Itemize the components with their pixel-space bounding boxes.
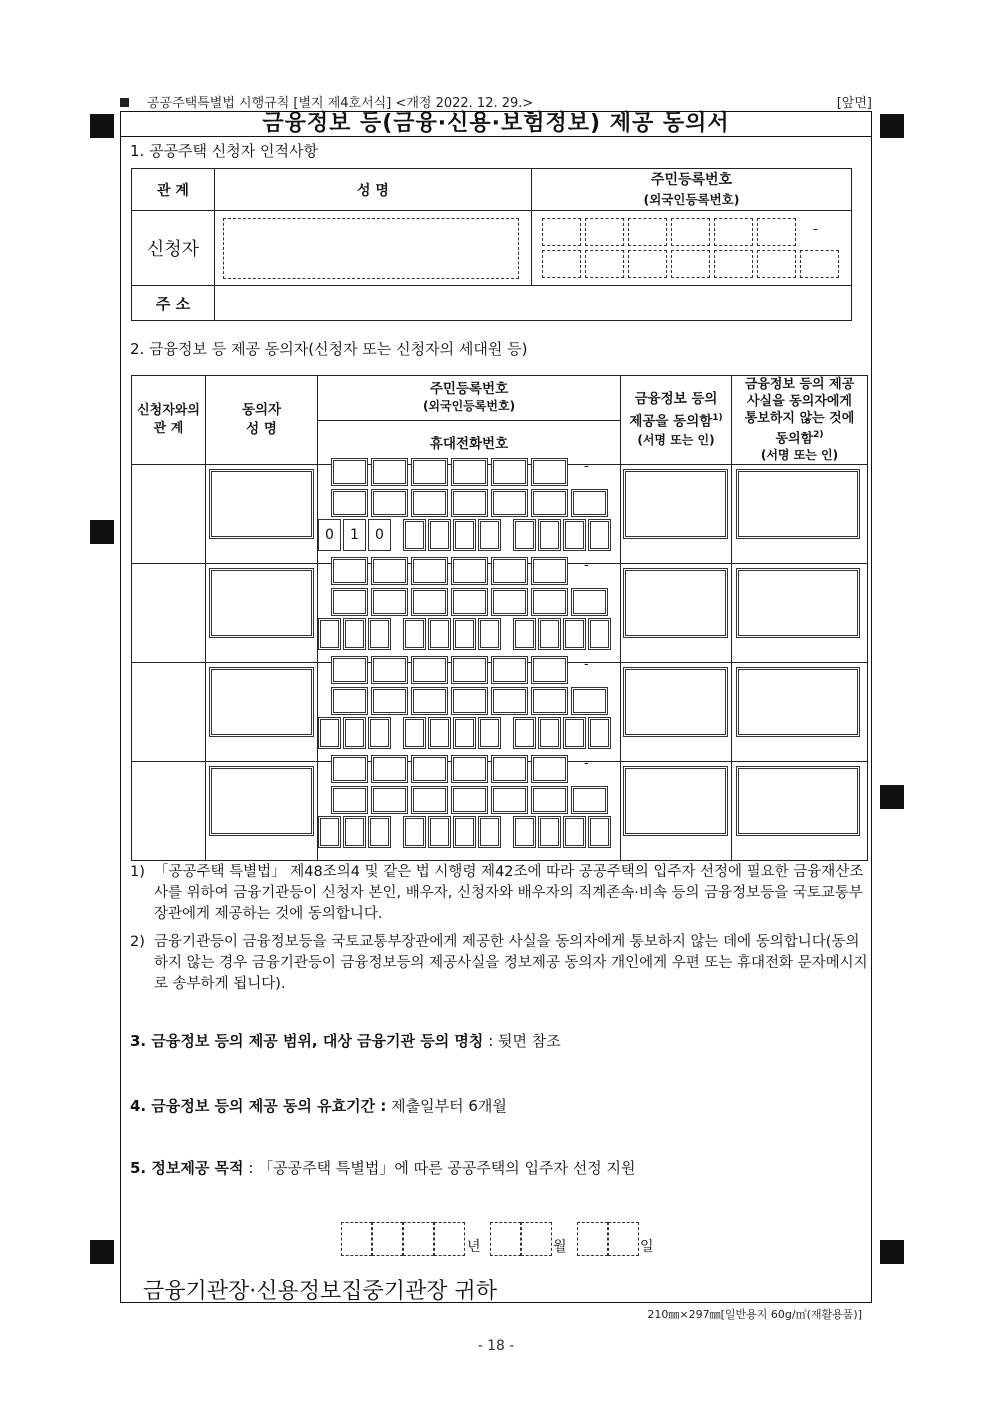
phone-digit-box[interactable] — [478, 816, 501, 848]
section3-label: 3. 금융정보 등의 제공 범위, 대상 금융기관 등의 명칭 — [130, 1032, 484, 1050]
phone-digit-box[interactable] — [478, 519, 501, 551]
id-digit-box[interactable] — [331, 588, 368, 616]
phone-digit-box[interactable] — [343, 519, 366, 551]
col-consent1-sign: (서명 또는 인) — [637, 433, 715, 448]
section4-value: 제출일부터 6개월 — [391, 1097, 507, 1115]
phone-digit-box[interactable] — [588, 618, 611, 650]
month-label: 월 — [553, 1239, 567, 1255]
phone-prefix-digit: 0 — [325, 527, 334, 543]
consenter-name-input[interactable] — [209, 766, 314, 836]
registration-mark-top-left — [90, 114, 114, 138]
col-id-sublabel: (외국인등록번호) — [643, 191, 740, 207]
consent2-signature-box[interactable] — [736, 568, 860, 638]
phone-digit-box[interactable] — [453, 618, 476, 650]
phone-digit-box[interactable] — [538, 717, 561, 749]
phone-digit-box[interactable] — [318, 816, 341, 848]
relation-cell[interactable] — [132, 663, 206, 762]
phone-digit-box[interactable] — [513, 717, 536, 749]
id-digit-box[interactable] — [585, 250, 624, 278]
footnote-2-text: 금융기관등이 금융정보등을 국토교통부장관에게 제공한 사실을 동의자에게 통보하지 않는 데에 동의합니다(동의하지 않는 경우 금융기관등이 금융정보등의 제공사실을 정보제공 동의자 개인에게 우편 또는 휴대전화 문자메시지로 송부하게 됩니다). — [154, 934, 868, 992]
footnote-2 — [130, 932, 870, 995]
id-digit-box[interactable] — [531, 687, 568, 715]
form-reference-text: 공공주택특별법 시행규칙 [별지 제4호서식] <개정 2022. 12. 29.> — [147, 96, 534, 111]
id-digit-box[interactable] — [451, 656, 488, 684]
paper-spec: 210㎜×297㎜[일반용지 60g/㎡(재활용품)] — [647, 1308, 862, 1321]
phone-digit-box[interactable] — [563, 618, 586, 650]
form-title: 금융정보 등(금융·신용·보험정보) 제공 동의서 — [262, 111, 730, 136]
id-digit-box[interactable] — [411, 588, 448, 616]
phone-digit-box[interactable] — [478, 717, 501, 749]
phone-digit-box[interactable] — [403, 519, 426, 551]
section5-label: 5. 정보제공 목적 — [130, 1159, 244, 1177]
id-digit-box[interactable] — [571, 687, 608, 715]
id-digit-box[interactable] — [491, 755, 528, 783]
id-dash: - — [584, 558, 589, 573]
phone-digit-box[interactable] — [538, 519, 561, 551]
id-digit-box[interactable] — [331, 656, 368, 684]
phone-digit-box[interactable] — [588, 816, 611, 848]
id-digit-box[interactable] — [331, 755, 368, 783]
relation-cell[interactable] — [132, 564, 206, 663]
section2-heading: 2. 금융정보 등 제공 동의자(신청자 또는 신청자의 세대원 등) — [130, 340, 528, 358]
consenter-name-input[interactable] — [209, 469, 314, 539]
id-digit-box[interactable] — [451, 687, 488, 715]
phone-digit-box[interactable] — [513, 816, 536, 848]
phone-digit-box[interactable] — [453, 519, 476, 551]
id-digit-box[interactable] — [531, 588, 568, 616]
section5 — [130, 1157, 636, 1178]
section5-value: : 「공공주택 특별법」에 따른 공공주택의 입주자 선정 지원 — [248, 1159, 636, 1177]
consent1-signature-box[interactable] — [623, 568, 728, 638]
id-digit-box[interactable] — [491, 588, 528, 616]
phone-digit-box[interactable] — [478, 618, 501, 650]
phone-digit-box[interactable] — [403, 717, 426, 749]
id-digit-box[interactable] — [531, 489, 568, 517]
phone-digit-box[interactable] — [343, 816, 366, 848]
phone-digit-box[interactable] — [368, 816, 391, 848]
day-digit-box[interactable] — [608, 1222, 639, 1256]
id-digit-box[interactable] — [451, 557, 488, 585]
phone-digit-box[interactable] — [538, 618, 561, 650]
footnote-1-num: 1) — [130, 864, 145, 880]
day-digit-box[interactable] — [577, 1222, 608, 1256]
applicant-name-input[interactable] — [223, 218, 519, 279]
phone-digit-box[interactable] — [428, 519, 451, 551]
id-digit-box[interactable] — [411, 687, 448, 715]
col-id-label: 주민등록번호 — [650, 171, 733, 188]
id-digit-box[interactable] — [411, 489, 448, 517]
id-digit-box[interactable] — [371, 588, 408, 616]
id-digit-box[interactable] — [371, 687, 408, 715]
consent2-signature-box[interactable] — [736, 766, 860, 836]
row-address-label: 주 소 — [132, 286, 215, 321]
col-consent2 — [732, 376, 868, 465]
col-consent2-sign: (서명 또는 인) — [760, 448, 839, 463]
title-bar — [120, 111, 872, 137]
section4 — [130, 1095, 507, 1116]
id-digit-box[interactable] — [491, 687, 528, 715]
col-consenter: 동의자 성 명 — [206, 376, 318, 465]
id-digit-box[interactable] — [531, 557, 568, 585]
phone-prefix-digit: 1 — [350, 527, 359, 543]
col-relation2: 신청자와의 관 계 — [132, 376, 206, 465]
id-digit-box[interactable] — [331, 489, 368, 517]
id-digit-box[interactable] — [542, 218, 581, 246]
phone-digit-box[interactable] — [563, 816, 586, 848]
phone-digit-box[interactable] — [343, 717, 366, 749]
id-digit-box[interactable] — [628, 250, 667, 278]
id-digit-box[interactable] — [371, 656, 408, 684]
relation-cell[interactable] — [132, 465, 206, 564]
id-digit-box[interactable] — [542, 250, 581, 278]
section1-heading: 1. 공공주택 신청자 인적사항 — [130, 142, 319, 160]
phone-digit-box[interactable] — [588, 717, 611, 749]
year-digit-box[interactable] — [341, 1222, 372, 1256]
consenter-name-input[interactable] — [209, 667, 314, 737]
id-digit-box[interactable] — [331, 786, 368, 814]
phone-digit-box[interactable] — [563, 717, 586, 749]
footnote-1-text: 「공공주택 특별법」 제48조의4 및 같은 법 시행령 제42조에 따라 공공주택의 입주자 선정에 필요한 금융재산조사를 위하여 금융기관등이 신청자 본인, 배우자, 신청자와 배우자의 직계존속·비속 등의 금융정보등을 국토교통부장관에게 제공하는 것에 동의합니다. — [154, 864, 864, 922]
registration-mark-mid-left — [90, 520, 114, 544]
id-digit-box[interactable] — [671, 218, 710, 246]
section4-label: 4. 금융정보 등의 제공 동의 유효기간 : — [130, 1097, 387, 1115]
id-digit-box[interactable] — [757, 218, 796, 246]
id-digit-box[interactable] — [411, 458, 448, 486]
phone-digit-box[interactable] — [318, 519, 341, 551]
footnote-1 — [130, 862, 870, 925]
id-dash: - — [584, 657, 589, 672]
year-digit-box[interactable] — [434, 1222, 465, 1256]
id-digit-box[interactable] — [531, 755, 568, 783]
id-digit-box[interactable] — [491, 489, 528, 517]
id-digit-box[interactable] — [571, 489, 608, 517]
id-digit-box[interactable] — [411, 786, 448, 814]
phone-digit-box[interactable] — [453, 717, 476, 749]
phone-digit-box[interactable] — [428, 717, 451, 749]
page-side-label: [앞면] — [836, 96, 872, 111]
consent1-signature-box[interactable] — [623, 766, 728, 836]
row-applicant-label: 신청자 — [132, 211, 215, 286]
id-digit-box[interactable] — [571, 588, 608, 616]
footnote-ref-1: 1) — [712, 412, 723, 423]
consent1-signature-box[interactable] — [623, 469, 728, 539]
phone-digit-box[interactable] — [403, 816, 426, 848]
consent1-signature-box[interactable] — [623, 667, 728, 737]
id-digit-box[interactable] — [714, 250, 753, 278]
id-dash: - — [813, 222, 818, 237]
col-consent1 — [621, 376, 732, 465]
id-digit-box[interactable] — [491, 557, 528, 585]
id-digit-box[interactable] — [411, 557, 448, 585]
phone-digit-box[interactable] — [318, 618, 341, 650]
addressee-name: 금융기관장·신용정보집중기관장 — [143, 1279, 448, 1304]
consenter-name-input[interactable] — [209, 568, 314, 638]
phone-digit-box[interactable] — [428, 816, 451, 848]
id-digit-box[interactable] — [331, 687, 368, 715]
registration-mark-top-right — [880, 114, 904, 138]
addressee — [143, 1274, 497, 1305]
id-digit-box[interactable] — [571, 786, 608, 814]
col-consent1-label: 금융정보 등의 제공을 동의함 — [629, 390, 718, 430]
year-digit-box[interactable] — [372, 1222, 403, 1256]
col-relation: 관 계 — [132, 169, 215, 211]
id-digit-box[interactable] — [531, 458, 568, 486]
year-digit-box[interactable] — [403, 1222, 434, 1256]
id-digit-box[interactable] — [491, 656, 528, 684]
form-reference — [120, 92, 533, 111]
col-id2-label: 주민등록번호 — [429, 380, 509, 397]
consent2-signature-box[interactable] — [736, 469, 860, 539]
phone-digit-box[interactable] — [513, 519, 536, 551]
id-digit-box[interactable] — [757, 250, 796, 278]
col-id — [532, 169, 852, 211]
id-digit-box[interactable] — [451, 588, 488, 616]
month-digit-box[interactable] — [490, 1222, 521, 1256]
col-name: 성 명 — [215, 169, 532, 211]
id-digit-box[interactable] — [331, 458, 368, 486]
phone-digit-box[interactable] — [403, 618, 426, 650]
id-digit-box[interactable] — [491, 458, 528, 486]
day-label: 일 — [640, 1239, 654, 1255]
registration-mark-bottom-right — [880, 1240, 904, 1264]
id-digit-box[interactable] — [531, 656, 568, 684]
phone-digit-box[interactable] — [368, 519, 391, 551]
col-phone: 휴대전화번호 — [318, 420, 621, 465]
id-digit-box[interactable] — [371, 458, 408, 486]
id-digit-box[interactable] — [585, 218, 624, 246]
id-digit-box[interactable] — [451, 489, 488, 517]
id-dash: - — [584, 756, 589, 771]
phone-digit-box[interactable] — [453, 816, 476, 848]
col-consent2-label: 금융정보 등의 제공 사실을 동의자에게 통보하지 않는 것에 동의함 — [744, 377, 855, 447]
registration-mark-mid-right — [880, 785, 904, 809]
footnote-2-num: 2) — [130, 934, 145, 950]
phone-digit-box[interactable] — [563, 519, 586, 551]
phone-digit-box[interactable] — [588, 519, 611, 551]
year-label: 년 — [467, 1239, 481, 1255]
phone-digit-box[interactable] — [368, 618, 391, 650]
id-digit-box[interactable] — [451, 458, 488, 486]
id-digit-box[interactable] — [371, 786, 408, 814]
id-digit-box[interactable] — [671, 250, 710, 278]
phone-digit-box[interactable] — [428, 618, 451, 650]
id-digit-box[interactable] — [451, 755, 488, 783]
id-digit-box[interactable] — [411, 656, 448, 684]
addressee-suffix: 귀하 — [454, 1279, 498, 1304]
page-number: - 18 - — [477, 1338, 515, 1354]
phone-digit-box[interactable] — [538, 816, 561, 848]
address-input[interactable] — [215, 286, 852, 321]
col-id2 — [318, 376, 621, 421]
month-digit-box[interactable] — [521, 1222, 552, 1256]
relation-cell[interactable] — [132, 762, 206, 861]
id-digit-box[interactable] — [800, 250, 839, 278]
phone-digit-box[interactable] — [513, 618, 536, 650]
phone-digit-box[interactable] — [368, 717, 391, 749]
id-digit-box[interactable] — [371, 557, 408, 585]
phone-prefix-digit: 0 — [375, 527, 384, 543]
section3-value: : 뒷면 참조 — [488, 1032, 561, 1050]
id-dash: - — [584, 459, 589, 474]
phone-digit-box[interactable] — [343, 618, 366, 650]
id-digit-box[interactable] — [411, 755, 448, 783]
id-digit-box[interactable] — [491, 786, 528, 814]
id-digit-box[interactable] — [451, 786, 488, 814]
id-digit-box[interactable] — [371, 489, 408, 517]
id-digit-box[interactable] — [371, 755, 408, 783]
registration-mark-bottom-left — [90, 1240, 114, 1264]
id-digit-box[interactable] — [331, 557, 368, 585]
consent2-signature-box[interactable] — [736, 667, 860, 737]
footnote-ref-2: 2) — [813, 430, 824, 440]
phone-digit-box[interactable] — [318, 717, 341, 749]
id-digit-box[interactable] — [714, 218, 753, 246]
id-digit-box[interactable] — [628, 218, 667, 246]
section3 — [130, 1030, 561, 1051]
col-id2-sublabel: (외국인등록번호) — [422, 398, 516, 413]
square-bullet-icon — [120, 98, 129, 107]
id-digit-box[interactable] — [531, 786, 568, 814]
